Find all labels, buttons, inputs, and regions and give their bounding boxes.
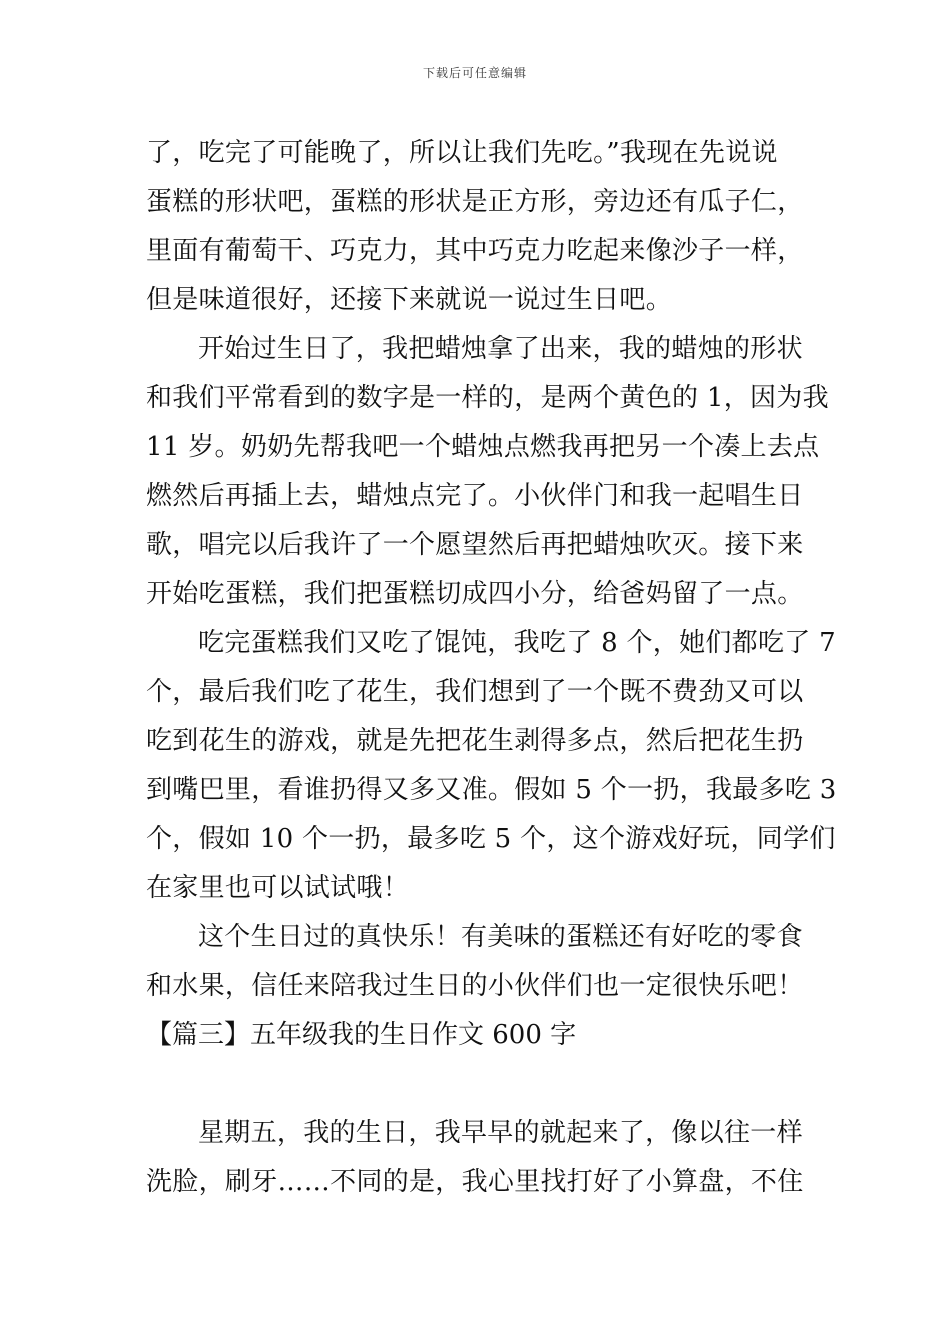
text-line: 个，假如 10 个一扔，最多吃 5 个，这个游戏好玩，同学们	[146, 824, 836, 854]
paragraph-candles	[146, 325, 829, 619]
text-line: 在家里也可以试试哦！	[146, 873, 410, 903]
text-line: 这个生日过的真快乐！有美味的蛋糕还有好吃的零食	[198, 922, 803, 952]
page-header-note: 下载后可任意编辑	[422, 66, 527, 80]
blank-line	[146, 1060, 810, 1109]
text-line: 吃完蛋糕我们又吃了馄饨，我吃了 8 个，她们都吃了 7	[198, 628, 836, 658]
text-line: 开始过生日了，我把蜡烛拿了出来，我的蜡烛的形状	[198, 334, 803, 364]
text-line: 和我们平常看到的数字是一样的，是两个黄色的 1，因为我	[146, 383, 829, 413]
text-line: 了，吃完了可能晚了，所以让我们先吃。”我现在先说说	[146, 138, 778, 168]
text-line: 吃到花生的游戏，就是先把花生剥得多点，然后把花生扔	[146, 726, 804, 756]
text-line: 11 岁。奶奶先帮我吧一个蜡烛点燃我再把另一个凑上去点	[146, 432, 820, 462]
document-body	[146, 129, 837, 1207]
text-line: 星期五，我的生日，我早早的就起来了，像以往一样	[198, 1118, 803, 1148]
paragraph-friday-morning	[146, 1109, 810, 1207]
text-line: 歌，唱完以后我许了一个愿望然后再把蜡烛吹灭。接下来	[146, 530, 804, 560]
text-line: 洗脸，刷牙……不同的是，我心里找打好了小算盘，不住	[146, 1167, 804, 1197]
text-line: 燃然后再插上去，蜡烛点完了。小伙伴门和我一起唱生日	[146, 481, 804, 511]
section-heading: 【篇三】五年级我的生日作文 600 字	[146, 1020, 577, 1050]
paragraph-happy-birthday	[146, 913, 810, 1011]
text-line: 开始吃蛋糕，我们把蛋糕切成四小分，给爸妈留了一点。	[146, 579, 804, 609]
text-line: 和水果，信任来陪我过生日的小伙伴们也一定很快乐吧！	[146, 971, 804, 1001]
text-line: 到嘴巴里，看谁扔得又多又准。假如 5 个一扔，我最多吃 3	[146, 775, 837, 805]
text-line: 个，最后我们吃了花生，我们想到了一个既不费劲又可以	[146, 677, 804, 707]
text-line: 里面有葡萄干、巧克力，其中巧克力吃起来像沙子一样，	[146, 236, 804, 266]
paragraph-peanut-game	[146, 619, 837, 913]
paragraph-cake-shape	[146, 129, 810, 325]
text-line: 但是味道很好，还接下来就说一说过生日吧。	[146, 285, 673, 315]
text-line: 蛋糕的形状吧，蛋糕的形状是正方形，旁边还有瓜子仁，	[146, 187, 804, 217]
